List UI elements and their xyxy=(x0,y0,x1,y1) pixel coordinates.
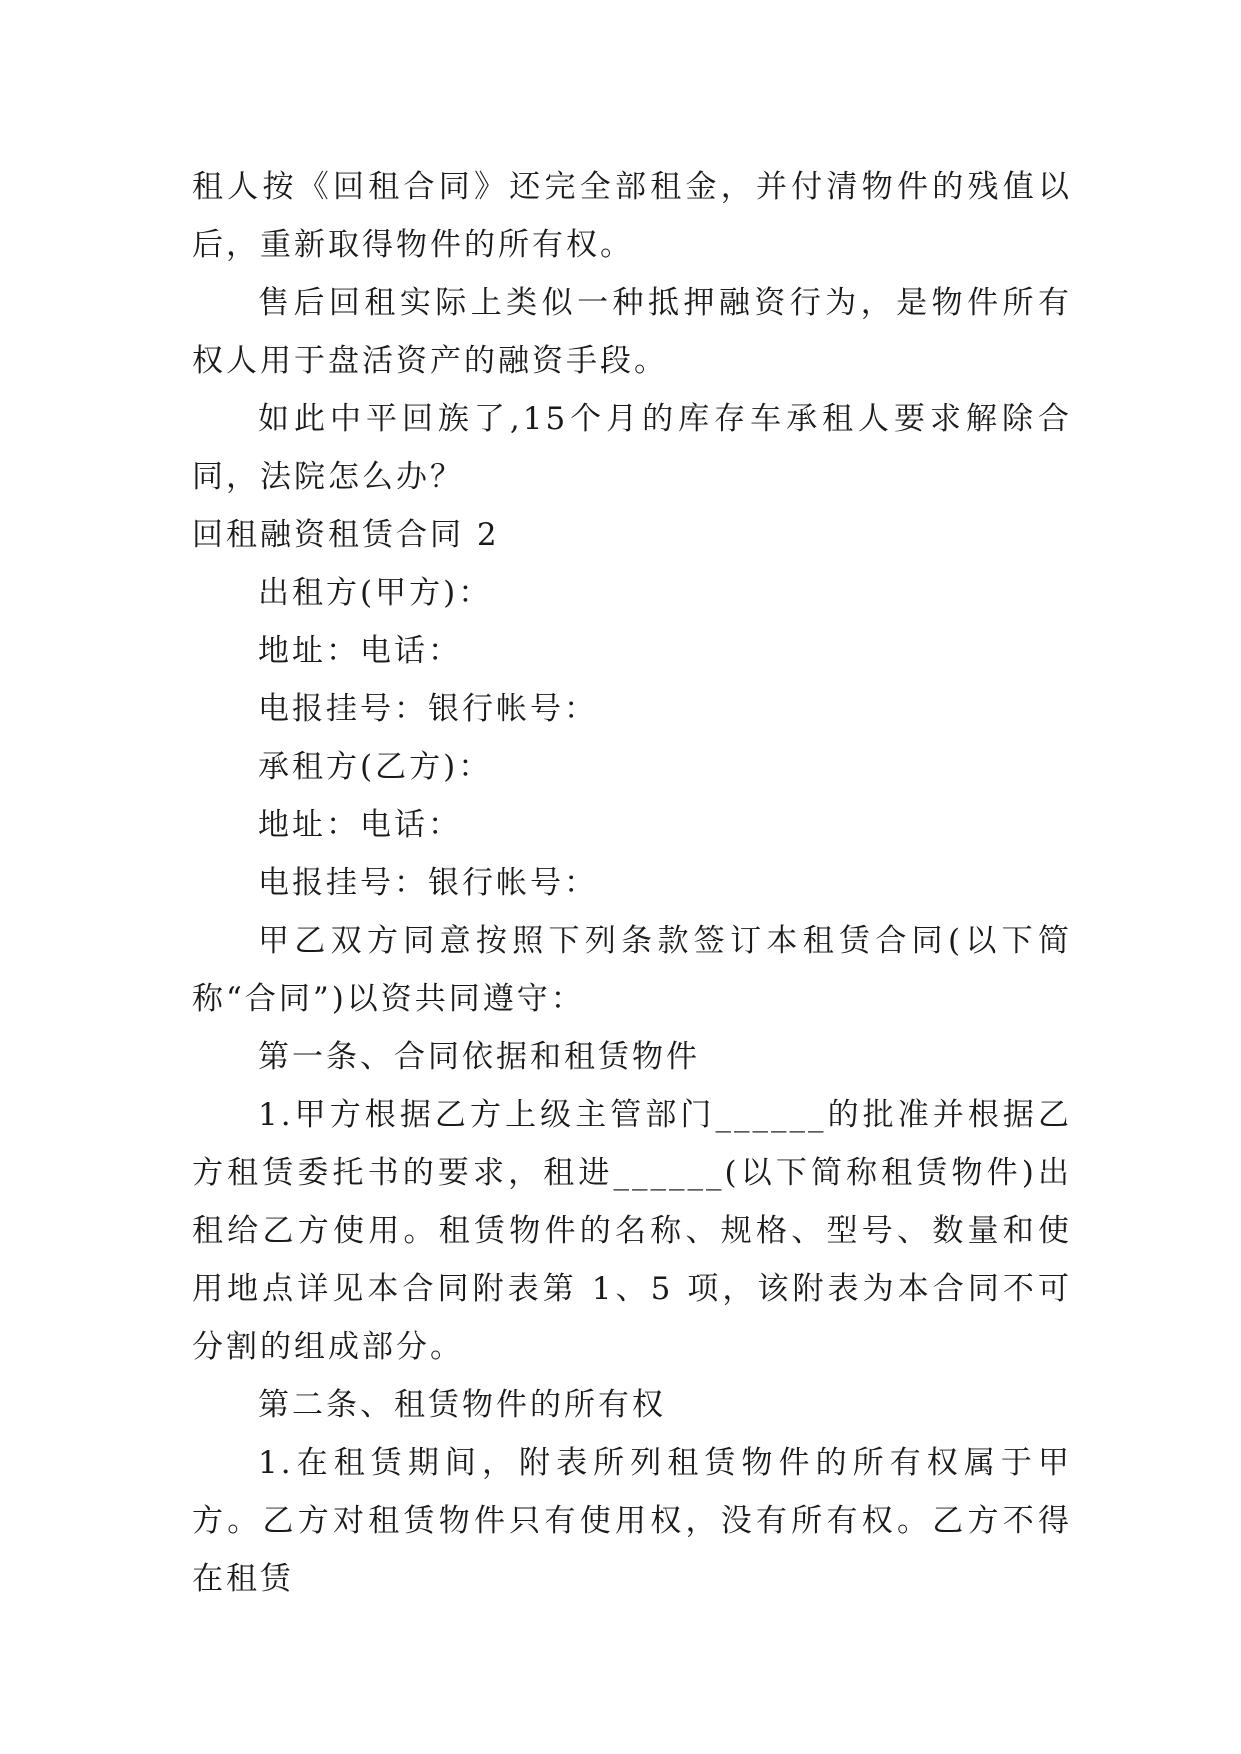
agreement-intro: 甲乙双方同意按照下列条款签订本租赁合同(以下简称“合同”)以资共同遵守： xyxy=(192,923,1072,1017)
lessor-address-phone: 地址：电话： xyxy=(258,633,462,669)
lessor-telegram-bank: 电报挂号：银行帐号： xyxy=(258,691,598,727)
lessee-address-phone: 地址：电话： xyxy=(258,807,462,843)
document-body xyxy=(192,158,1072,1608)
paragraph-question: 如此中平回族了,15个月的库存车承租人要求解除合同，法院怎么办？ xyxy=(192,401,1072,495)
lessee-label: 承租方(乙方)： xyxy=(258,749,493,785)
article-1-clause-1: 1.甲方根据乙方上级主管部门______的批准并根据乙方租赁委托书的要求，租进______(以下简称租赁物件)出租给乙方使用。租赁物件的名称、规格、型号、数量和使用地点详见本合同附表第 1、5 项，该附表为本合同不可分割的组成部分。 xyxy=(192,1097,1072,1365)
section-title: 回租融资租赁合同 2 xyxy=(192,517,500,553)
lessee-telegram-bank: 电报挂号：银行帐号： xyxy=(258,865,598,901)
article-2-heading: 第二条、租赁物件的所有权 xyxy=(258,1387,666,1423)
paragraph-leaseback-description: 售后回租实际上类似一种抵押融资行为，是物件所有权人用于盘活资产的融资手段。 xyxy=(192,285,1072,379)
lessor-label: 出租方(甲方)： xyxy=(258,575,493,611)
article-1-heading: 第一条、合同依据和租赁物件 xyxy=(258,1039,700,1075)
article-2-clause-1: 1.在租赁期间，附表所列租赁物件的所有权属于甲方。乙方对租赁物件只有使用权，没有所有权。乙方不得在租赁 xyxy=(192,1445,1072,1597)
paragraph-continuation: 租人按《回租合同》还完全部租金，并付清物件的残值以后，重新取得物件的所有权。 xyxy=(192,169,1072,263)
